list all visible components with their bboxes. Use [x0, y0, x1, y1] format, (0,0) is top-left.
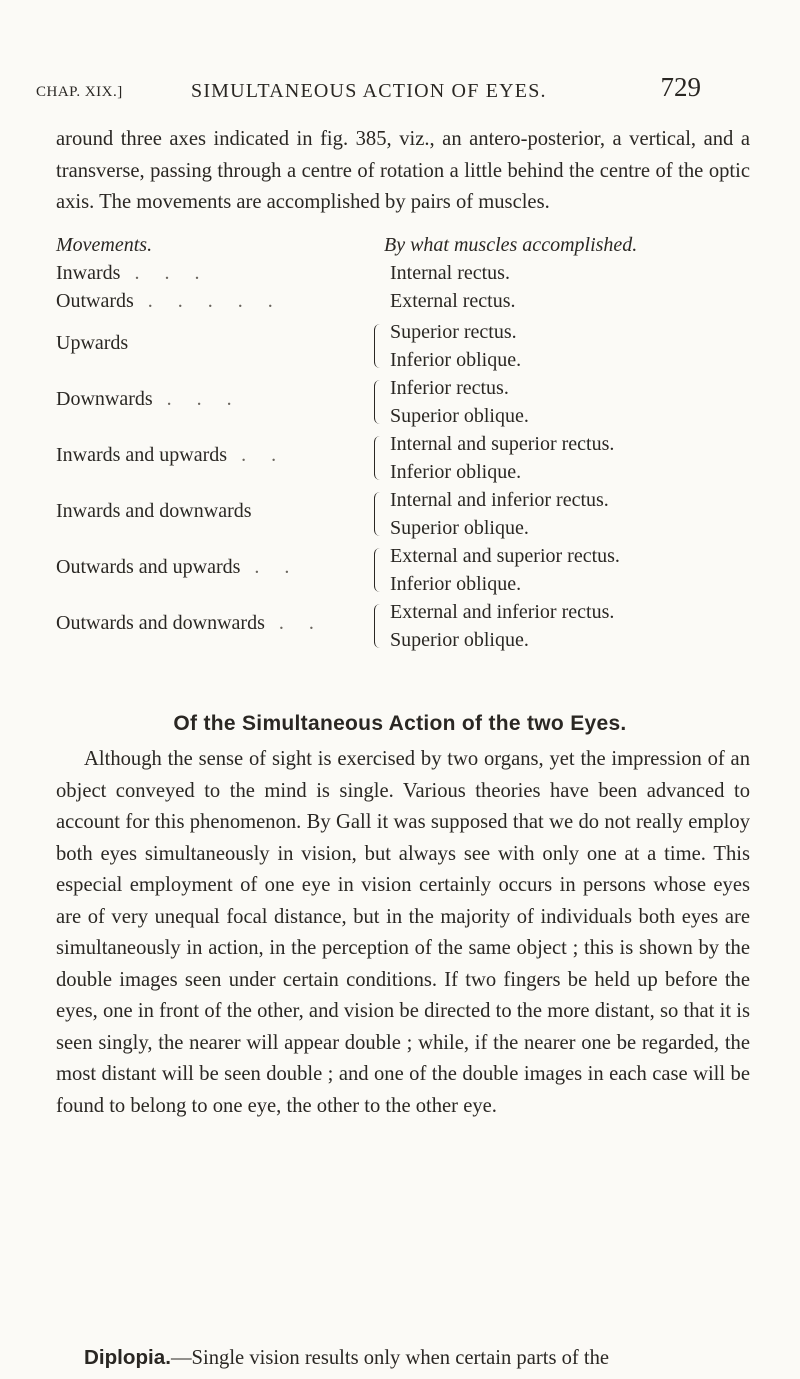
leader-dots: . . [278, 612, 324, 634]
muscles-cell: External rectus. [390, 290, 516, 312]
table-row [56, 318, 756, 374]
table-row [56, 262, 756, 290]
table-row [56, 430, 756, 486]
table-row [56, 598, 756, 654]
muscles-column-heading: By what muscles accomplished. [384, 234, 638, 256]
movement-cell: Upwards [56, 332, 129, 354]
movement-cell: Downwards . . . [56, 388, 242, 410]
brace [374, 548, 383, 592]
intro-text: around three axes indicated in fig. 385, viz., an antero-posterior, a vertical, and a transverse, passing through a centre of rotation a little behind the centre of the optic axis. The movements are accomplished by pairs of muscles. [56, 128, 750, 213]
section-paragraph: Although the sense of sight is exercised by two organs, yet the impression of an object conveyed to the mind is single. Various theories have been advanced to account for this phenomenon. By Gall it was supposed that we do not really employ both eyes simultaneously in vision, but always see with only one at a time. This especial employment of one eye in vision certainly occurs in persons whose eyes are of very unequal focal distance, but in the majority of individuals both eyes are simultaneously in action, in the perception of the same object ; this is shown by the double images seen under certain conditions. If two fingers be held up before the eyes, one in front of the other, and vision be directed to the more distant, so that it is seen singly, the nearer will appear double ; while, if the nearer one be regarded, the most distant will be seen double ; and one of the double images in each case will be found to belong to one eye, the other to the other eye. [56, 748, 750, 1117]
table-row [56, 374, 756, 430]
table-row [56, 290, 756, 318]
eye-muscles-table [56, 234, 756, 654]
leader-dots: . . . [166, 388, 242, 410]
movement-cell: Outwards . . . . . [56, 290, 283, 312]
movements-column-heading: Movements. [56, 234, 153, 256]
movement-cell: Inwards . . . [56, 262, 210, 284]
table-row [56, 486, 756, 542]
section-heading: Of the Simultaneous Action of the two Eyes. [173, 712, 627, 735]
diplopia-term: Diplopia. [84, 1346, 171, 1369]
brace [374, 380, 383, 424]
page-number: 729 [660, 72, 701, 102]
table-row [56, 542, 756, 598]
leader-dots: . . . . . [147, 290, 283, 312]
section-body [56, 744, 750, 1122]
brace [374, 604, 383, 648]
running-title: SIMULTANEOUS ACTION OF EYES. [191, 80, 547, 102]
muscles-cell: Internal and superior rectus. Inferior oblique. [390, 433, 615, 483]
muscles-cell: Internal rectus. [390, 262, 510, 284]
muscles-cell: Internal and inferior rectus. Superior oblique. [390, 489, 609, 539]
movement-cell: Outwards and upwards . . [56, 556, 300, 578]
leader-dots: . . . [134, 262, 210, 284]
muscles-cell: Inferior rectus. Superior oblique. [390, 377, 529, 427]
brace [374, 492, 383, 536]
movement-cell: Inwards and downwards [56, 500, 252, 522]
diplopia-paragraph [56, 1342, 750, 1375]
leader-dots: . . [241, 444, 287, 466]
brace [374, 436, 383, 480]
muscles-cell: External and inferior rectus. Superior oblique. [390, 601, 615, 651]
chapter-label: CHAP. XIX.] [36, 84, 123, 100]
muscles-cell: External and superior rectus. Inferior oblique. [390, 545, 620, 595]
leader-dots: . . [254, 556, 300, 578]
movement-cell: Inwards and upwards . . [56, 444, 287, 466]
diplopia-text: —Single vision results only when certain parts of the [170, 1347, 610, 1369]
table-header [56, 234, 756, 262]
muscles-cell: Superior rectus. Inferior oblique. [390, 321, 522, 371]
brace [374, 324, 383, 368]
intro-paragraph [56, 124, 750, 219]
running-header [36, 72, 701, 118]
movement-cell: Outwards and downwards . . [56, 612, 324, 634]
